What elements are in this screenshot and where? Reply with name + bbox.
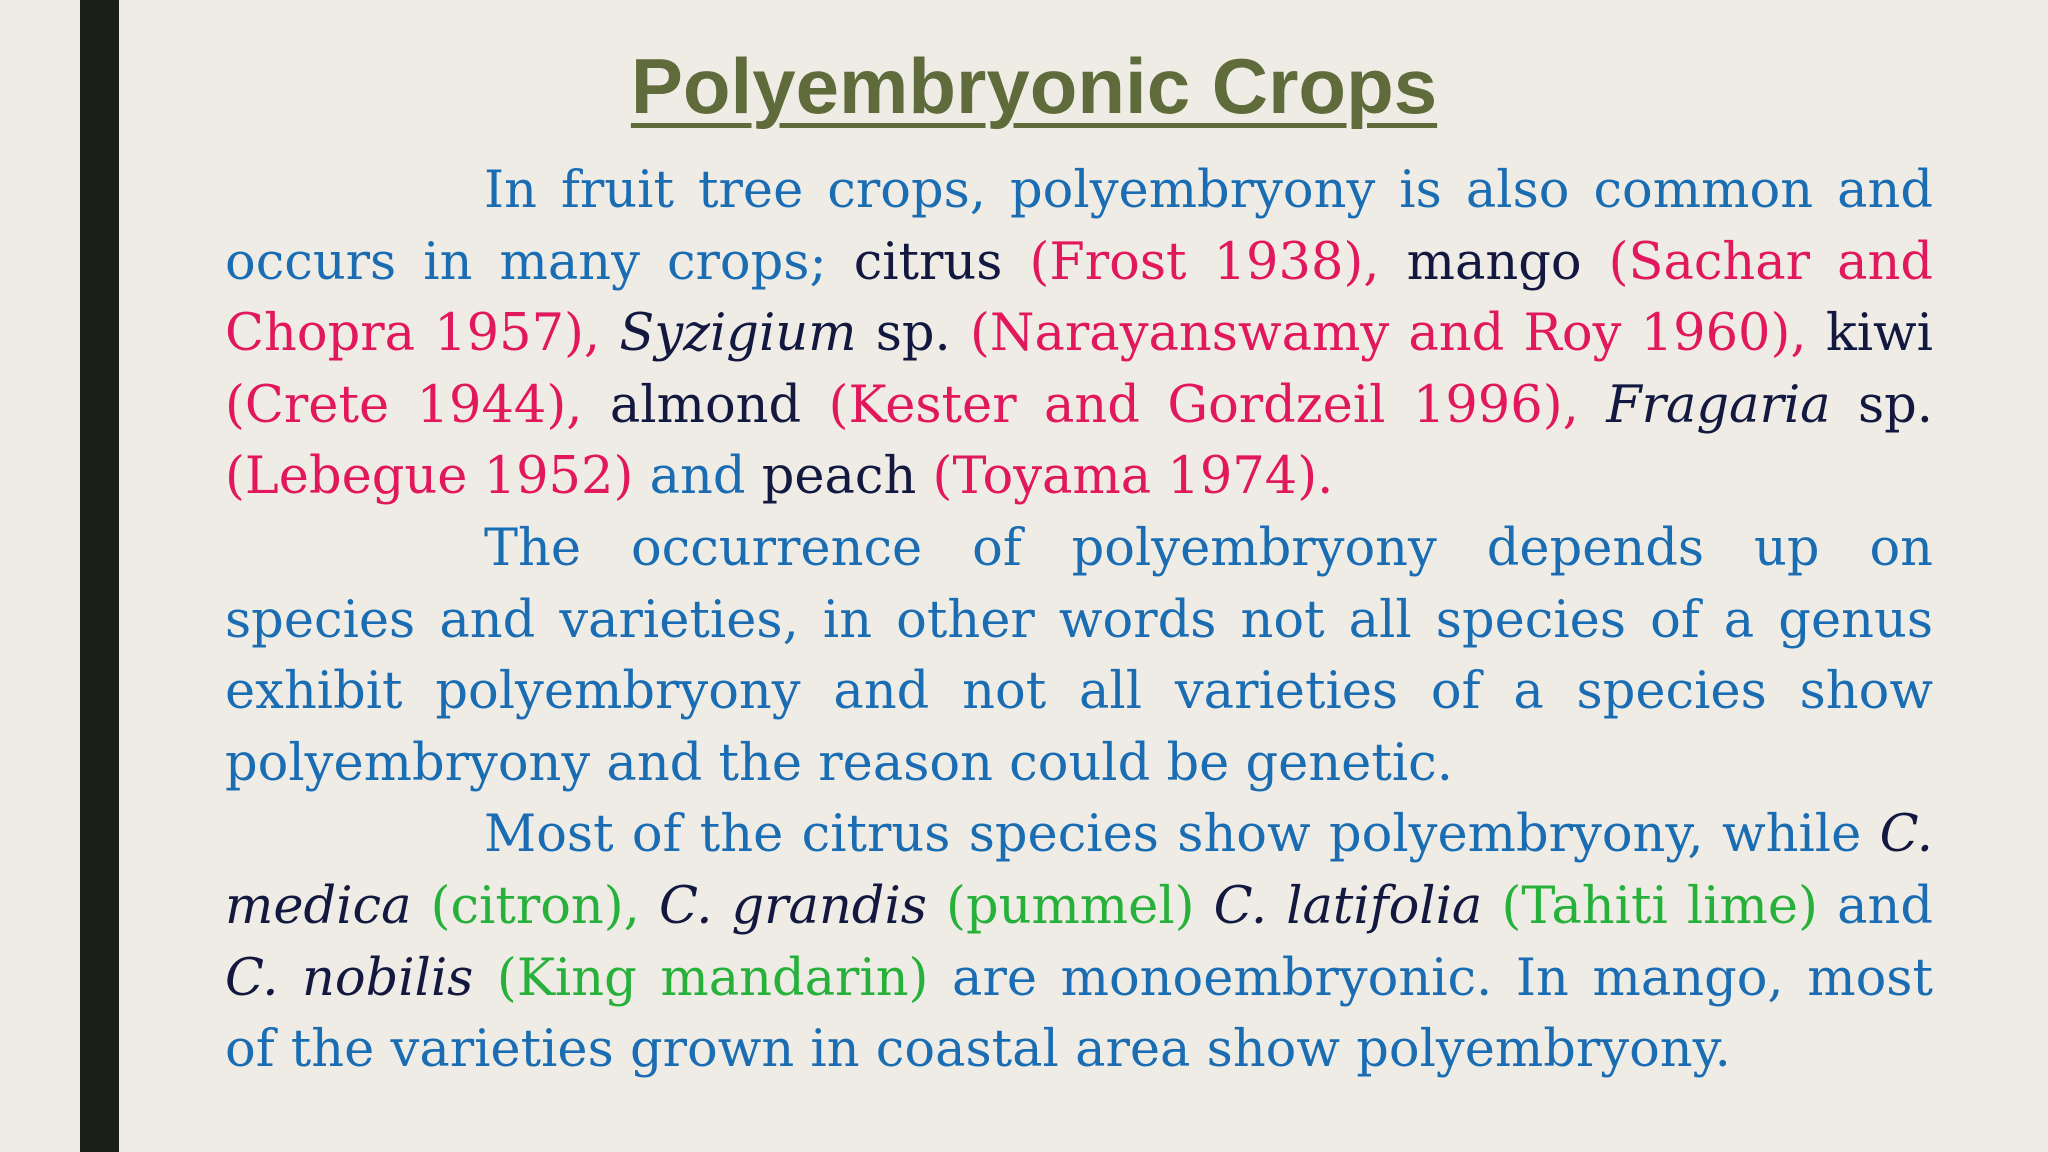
paragraph-1 — [225, 155, 1933, 513]
text-run: kiwi — [1825, 304, 1933, 364]
paragraph-3 — [225, 799, 1933, 1085]
paragraph-2 — [225, 513, 1933, 799]
text-run: (Lebegue 1952) — [225, 447, 650, 507]
text-run: (Tahiti lime) — [1482, 876, 1838, 936]
text-run: C. nobilis — [225, 948, 474, 1008]
text-run: C. grandis — [659, 876, 927, 936]
text-run: (pummel) — [926, 876, 1214, 936]
text-run: (Toyama 1974). — [932, 447, 1334, 507]
text-run: Fragaria — [1606, 375, 1831, 435]
text-run: and — [1837, 876, 1933, 936]
text-run: citrus — [853, 232, 1030, 292]
text-run: In fruit tree crops, polyembryony is also common and occurs in many crops; — [225, 161, 1933, 292]
text-run: and — [649, 447, 762, 507]
text-run: Most of the citrus species show polyembryony, while — [484, 805, 1880, 865]
text-run: peach — [761, 447, 933, 507]
text-run: (Sachar and Chopra 1957), — [225, 232, 1934, 364]
text-run: sp. — [856, 304, 970, 364]
text-run: sp. — [1830, 375, 1933, 435]
text-run: (citron), — [411, 876, 659, 936]
text-run: almond — [609, 375, 829, 435]
text-run: (Narayanswamy and Roy 1960), — [969, 304, 1826, 364]
text-run: C. latifolia — [1213, 876, 1483, 936]
text-run: (King mandarin) — [473, 948, 953, 1008]
text-run: (Frost 1938), — [1029, 232, 1407, 292]
text-run: C. medica — [225, 805, 1933, 936]
slide-title-text: Polyembryonic Crops — [630, 42, 1438, 130]
text-run: are monoembryonic. In mango, most of the varieties grown in coastal area show polyembryony. — [225, 948, 1933, 1080]
slide-body — [225, 155, 1933, 1086]
text-run: The occurrence of polyembryony depends up on species and varieties, in other words not all species of a genus exhibit polyembryony and not all varieties of a species show polyembryony and the reason could be genetic. — [225, 518, 1933, 793]
text-run: (Kester and Gordzeil 1996), — [828, 375, 1607, 435]
text-run: mango — [1406, 232, 1609, 292]
left-accent-bar — [80, 0, 119, 1152]
slide-title — [0, 36, 2048, 136]
text-run: (Crete 1944), — [225, 375, 610, 435]
text-run: Syzigium — [619, 304, 857, 364]
